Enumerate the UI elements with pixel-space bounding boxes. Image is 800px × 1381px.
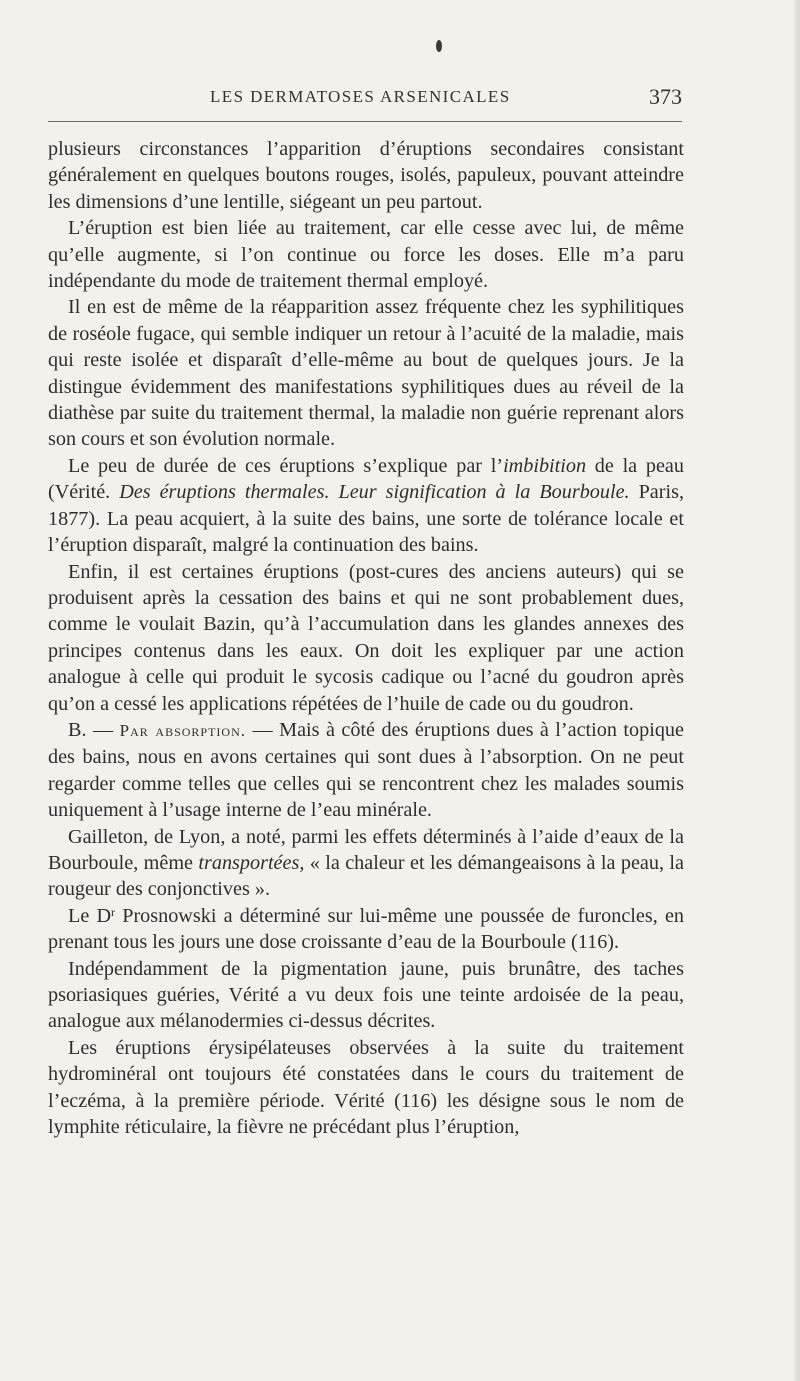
paragraph-3: Il en est de même de la réapparition assez fréquente chez les syphilitiques de roséole fugace, qui semble indiquer un retour à l’acuité de la maladie, mais qui reste isolée et disparaît d’elle-même au bout de quelques jours. Je la distingue évidemment des manifestations syphilitiques dues au réveil de la diathèse par suite du traitement thermal, la maladie non guérie reprenant alors son cours et son évolution normale. xyxy=(48,296,684,451)
paragraph-7-text-a: Gailleton, de Lyon, a noté, parmi les effets déterminés à l’aide d’eaux de la Bourboule, même xyxy=(48,825,684,874)
paragraph-4-text-a: Le peu de durée de ces éruptions s’explique par l’ xyxy=(68,454,504,477)
paragraph-7-italic: transportées, xyxy=(198,851,305,874)
paragraph-4 xyxy=(48,453,684,559)
paragraph-4-text-c: de la peau (Vérité. xyxy=(48,454,684,504)
header-rule xyxy=(48,121,682,122)
paragraph-8-superscript: r xyxy=(111,904,116,919)
paragraph-4-text-e: Paris, 1877). La peau acquiert, à la suite des bains, une sorte de tolérance locale et l’éruption disparaît, malgré la continuation des bains. xyxy=(48,481,685,557)
paragraph-7-text-c: « la chaleur et les démangeaisons à la peau, la rougeur des conjonctives ». xyxy=(48,851,684,901)
paragraph-8-text-a: Le D xyxy=(68,904,112,927)
paragraph-9: Indépendamment de la pigmentation jaune, puis brunâtre, des taches psoriasiques guéries, Vérité a vu deux fois une teinte ardoisée de la peau, analogue aux mélanodermies ci-dessus décrites. xyxy=(48,957,684,1033)
paragraph-7 xyxy=(48,824,684,903)
paragraph-6 xyxy=(48,717,684,824)
paragraph-4-italic-citation: Des éruptions thermales. Leur signification à la Bourboule. xyxy=(119,481,630,504)
running-head xyxy=(48,84,686,112)
page-number: 373 xyxy=(649,84,682,109)
paragraph-6-text-c: — Mais à côté des éruptions dues à l’action topique des bains, nous en avons certaines qui sont dues à l’absorption. On ne peut regarder comme telles que celles qui se rencontrent chez les malades soumis uniquement à l’usage interne de l’eau minérale. xyxy=(48,718,684,822)
paragraph-1: plusieurs circonstances l’apparition d’éruptions secondaires consistant généralement en quelques boutons rouges, isolés, papuleux, pouvant atteindre les dimensions d’une lentille, siégeant un peu partout. xyxy=(48,138,684,213)
page-edge xyxy=(794,0,800,1381)
running-head-title: LES DERMATOSES ARSENICALES xyxy=(210,87,511,106)
paragraph-10: Les éruptions érysipélateuses observées à la suite du traitement hydrominéral ont toujours été constatées dans le cours du traitement de l’eczéma, à la première période. Vérité (116) les désigne sous le nom de lymphite réticulaire, la fièvre ne précédant plus l’éruption, xyxy=(48,1036,684,1139)
paragraph-8-text-b: Prosnowski a déterminé sur lui-même une poussée de furoncles, en prenant tous les jours une dose croissante d’eau de la Bourboule (116). xyxy=(48,904,684,954)
section-heading-absorption: Par absorption. xyxy=(119,720,247,740)
body-text xyxy=(48,136,684,1140)
paragraph-8 xyxy=(48,903,684,956)
paragraph-5: Enfin, il est certaines éruptions (post-cures des anciens auteurs) qui se produisent après la cessation des bains et qui ne sont probablement dues, comme le voulait Bazin, qu’à l’accumulation dans les glandes annexes des principes contenus dans les eaux. On doit les expliquer par une action analogue à celle qui produit le sycosis cadique ou l’acné du goudron après qu’on a cessé les applications répétées de l’huile de cade ou du goudron. xyxy=(48,560,684,715)
ink-speck xyxy=(436,40,442,52)
paragraph-4-italic-imbibition: imbibition xyxy=(503,454,587,477)
paragraph-2: L’éruption est bien liée au traitement, car elle cesse avec lui, de même qu’elle augmente, si l’on continue ou force les doses. Elle m’a paru indépendante du mode de traitement thermal employé. xyxy=(48,217,684,293)
paragraph-6-text-a: B. — xyxy=(68,718,120,741)
